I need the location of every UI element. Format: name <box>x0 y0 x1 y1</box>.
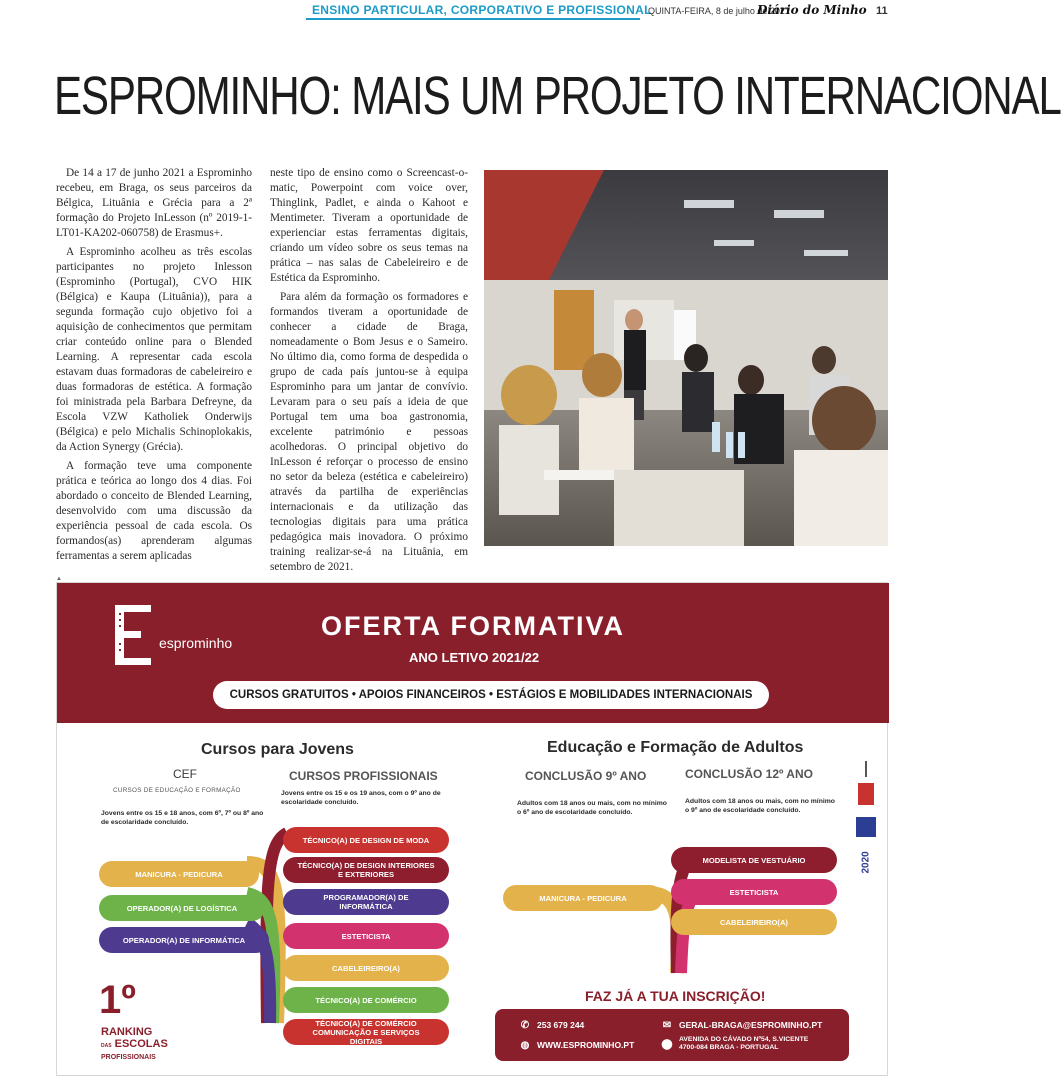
professional-description: Jovens entre os 15 e os 19 anos, com o 9º ano de escolaridade concluído. <box>281 790 441 806</box>
address <box>679 1036 808 1052</box>
cef-description: Jovens entre os 15 e 18 anos, com 6º, 7º ou 8º ano de escolaridade concluído. <box>101 810 264 826</box>
phone-item <box>519 1019 584 1031</box>
article-paragraph: neste tipo de ensino como o Screencast-o-matic, Powerpoint com voice over, Thinglink, Padlet, e ainda o Kahoot e Mentimeter. Tiveram a oportunidade de experienciar estas ferramentas digitais, criando um vídeo sobre os seus temas na prática – nas salas de Cabeleireiro e de Estética da Esprominho. <box>270 167 468 284</box>
phone-icon: ✆ <box>520 1019 530 1031</box>
course-tag: PROGRAMADOR(A) DE INFORMÁTICA <box>283 889 449 915</box>
ad-header-band <box>57 583 889 723</box>
course-tag: TÉCNICO(A) DE COMÉRCIO COMUNICAÇÃO E SERVIÇOS DIGITAIS <box>283 1019 449 1045</box>
globe-icon: ◍ <box>520 1039 530 1051</box>
page-number: 11 <box>876 5 888 17</box>
email-link[interactable]: GERAL-BRAGA@ESPROMINHO.PT <box>679 1020 823 1030</box>
course-tag: MANICURA - PEDICURA <box>503 885 663 911</box>
portugal-2020-logo: 2020 <box>860 851 872 874</box>
website-item[interactable] <box>519 1039 634 1051</box>
course-tag: TÉCNICO(A) DE DESIGN DE MODA <box>283 827 449 853</box>
school-year: ANO LETIVO 2021/22 <box>409 650 540 665</box>
level12-title: CONCLUSÃO 12º ANO <box>685 767 813 781</box>
signup-call-to-action: FAZ JÁ A TUA INSCRIÇÃO! <box>585 988 766 1004</box>
classroom-photo-illustration <box>484 170 888 546</box>
article-column-1 <box>56 166 252 568</box>
address-line-1: AVENIDA DO CÁVADO Nº54, S.VICENTE <box>679 1036 809 1043</box>
esprominho-logo-icon <box>115 605 155 665</box>
logo-divider <box>865 761 867 777</box>
course-tag: OPERADOR(A) DE LOGÍSTICA <box>99 895 265 921</box>
article-paragraph: Para além da formação os formadores e formandos tiveram a oportunidade de conhecer a cidade de Braga, nomeadamente o Bom Jesus e o Sameiro. No último dia, como forma de despedida o grupo de cada país juntou-se à equipa Esprominho para um jantar de convívio. Levaram para o seu país a ideia de que Portugal tem uma boa gastronomia, excelente património e pessoas acolhedoras. O principal objetivo do InLesson é reforçar o processo de ensino no setor da beleza (estética e cabeleireiro) através da partilha de experiências internacionais e da utilização das tecnologias digitais para uma prática pedagógica mais inovadora. O próximo training realizar-se-á na Lituânia, em setembro de 2021. <box>270 291 468 573</box>
ranking-label-line3: PROFISSIONAIS <box>101 1054 156 1061</box>
phone-number: 253 679 244 <box>537 1020 585 1030</box>
ranking-label-small: DAS <box>101 1043 112 1049</box>
youth-courses-title: Cursos para Jovens <box>201 741 354 758</box>
course-tag: MANICURA - PEDICURA <box>99 861 259 887</box>
ranking-number: 1º <box>99 978 136 1022</box>
location-pin-icon: ⬤ <box>661 1038 673 1050</box>
article-paragraph: A formação teve uma componente prática e teórica ao longo dos 4 dias. Foi abordado o conceito de Blended Learning, desenvolvido com uma discussão da experiência pessoal de cada escola. Os formandos(as) aprenderam algumas ferramentas a serem aplicadas <box>56 460 252 562</box>
ranking-label <box>101 1026 168 1064</box>
section-rule <box>306 18 640 20</box>
adult-courses-title: Educação e Formação de Adultos <box>547 739 804 756</box>
course-tag: ESTETICISTA <box>283 923 449 949</box>
ranking-label-text: ESCOLAS <box>114 1038 168 1050</box>
course-tag: ESTETICISTA <box>671 879 837 905</box>
course-tag: MODELISTA DE VESTUÁRIO <box>671 847 837 873</box>
newspaper-name: Diário do Minho <box>757 3 867 17</box>
level9-description: Adultos com 18 anos ou mais, com no mínimo o 6º ano de escolaridade concluído. <box>517 800 667 816</box>
article-headline: ESPROMINHO: MAIS UM PROJETO INTERNACIONAL <box>54 66 1061 126</box>
portugal-flag-icon <box>858 783 874 805</box>
ad-marker: ▲ <box>56 576 62 582</box>
contact-box <box>495 1009 849 1061</box>
course-tag: CABELEIREIRO(A) <box>671 909 837 935</box>
article-paragraph: A Esprominho acolheu as três escolas participantes no projeto Inlesson (Esprominho (Portugal), CVO HIK (Bélgica) e Kaupa (Lituânia)), para a segunda formação cujo objetivo foi a aquisição de conhecimentos que permitam criar conteúdo online para o Blended Learning. A representar cada escola estavam duas formadoras de cabeleireiro e duas formadoras de estética. A formação foi ministrada pela Barbara Defreyne, da Escola VZW Katholiek Onderwijs (Bélgica) e pelo Michalis Schinoplokakis, da Action Synergy (Grécia). <box>56 246 252 453</box>
article-paragraph: De 14 a 17 de junho 2021 a Esprominho recebeu, em Braga, os seus parceiros da Bélgica, Lituânia e Grécia para a 2ª formação do Projeto InLesson (nº 2019-1-LT01-KA202-060758) de Erasmus+. <box>56 167 252 239</box>
address-line-2: 4700-084 BRAGA - PORTUGAL <box>679 1044 779 1051</box>
address-item <box>661 1036 808 1052</box>
email-icon: ✉ <box>662 1019 672 1031</box>
benefits-pill: CURSOS GRATUITOS • APOIOS FINANCEIROS • ESTÁGIOS E MOBILIDADES INTERNACIONAIS <box>213 681 769 709</box>
level9-title: CONCLUSÃO 9º ANO <box>525 769 647 783</box>
course-tag: TÉCNICO(A) DE COMÉRCIO <box>283 987 449 1013</box>
advertisement <box>56 582 888 1076</box>
cef-title: CEF <box>173 767 197 781</box>
offer-title: OFERTA FORMATIVA <box>321 611 625 641</box>
partner-logos <box>855 761 877 961</box>
logo-wordmark: esprominho <box>159 635 233 651</box>
ranking-label-line2 <box>101 1038 168 1052</box>
ranking-label-line1: RANKING <box>101 1026 153 1038</box>
cef-subtitle: CURSOS DE EDUCAÇÃO E FORMAÇÃO <box>113 787 241 794</box>
email-item[interactable] <box>661 1019 822 1031</box>
issue-date: QUINTA-FEIRA, 8 de julho de 2021 <box>648 6 790 16</box>
article-column-2 <box>270 166 468 579</box>
level12-description: Adultos com 18 anos ou mais, com no mínimo o 9º ano de escolaridade concluído. <box>685 798 835 814</box>
course-tag: OPERADOR(A) DE INFORMÁTICA <box>99 927 269 953</box>
page-header <box>0 0 931 22</box>
eu-flag-icon <box>856 817 876 837</box>
website-link[interactable]: WWW.ESPROMINHO.PT <box>537 1040 635 1050</box>
professional-courses-title: CURSOS PROFISSIONAIS <box>289 769 438 783</box>
course-tag: CABELEIREIRO(A) <box>283 955 449 981</box>
article-photo <box>484 170 888 546</box>
section-title: ENSINO PARTICULAR, CORPORATIVO E PROFISSIONAL <box>312 3 652 17</box>
course-tag: TÉCNICO(A) DE DESIGN INTERIORES E EXTERIORES <box>283 857 449 883</box>
